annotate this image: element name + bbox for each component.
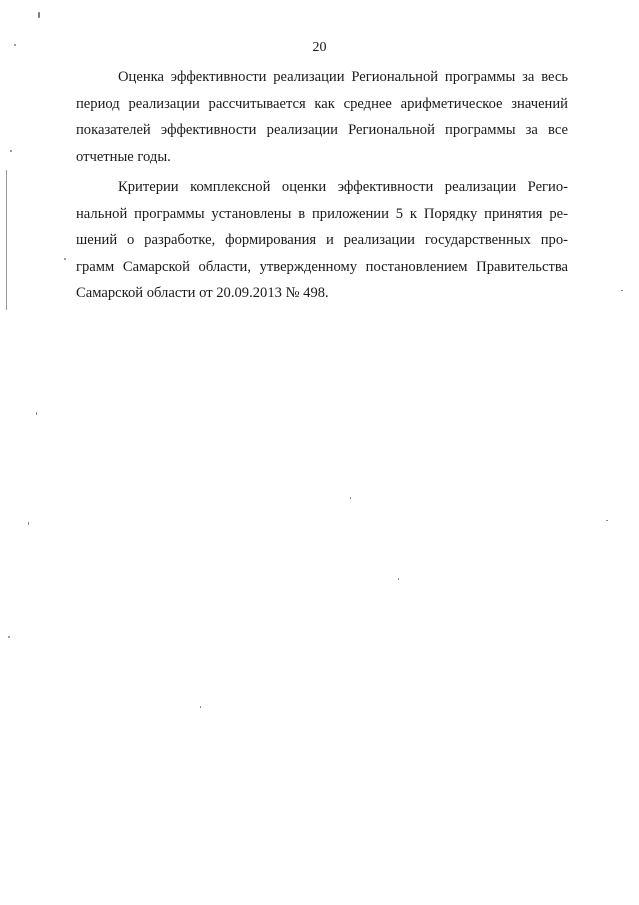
scan-speck xyxy=(350,497,351,499)
paragraph-2 xyxy=(76,174,568,307)
paragraph-line: Критерии комплексной оценки эффективности реализации Регио- xyxy=(118,179,568,195)
scan-speck xyxy=(28,522,29,525)
page-number: 20 xyxy=(312,40,327,55)
scan-speck xyxy=(398,578,399,580)
paragraph-1 xyxy=(76,64,568,170)
scan-speck xyxy=(10,150,12,152)
paragraph-line: грамм Самарской области, утвержденному постановлением Правительства xyxy=(76,258,568,275)
paragraph-line: отчетные годы. xyxy=(76,148,171,165)
paragraph-line: шений о разработке, формирования и реализации государственных про- xyxy=(76,232,568,248)
paragraph-line: показателей эффективности реализации Региональной программы за все xyxy=(76,122,568,138)
scan-speck xyxy=(36,412,37,415)
scan-speck xyxy=(8,636,10,638)
scan-margin-line xyxy=(6,170,7,310)
scan-speck xyxy=(64,258,66,260)
scan-speck xyxy=(200,706,201,708)
paragraph-line: Оценка эффективности реализации Региональной программы за весь xyxy=(118,69,568,85)
paragraph-line: нальной программы установлены в приложении 5 к Порядку принятия ре- xyxy=(76,205,568,222)
body-text xyxy=(76,64,568,307)
paragraph-line: период реализации рассчитывается как среднее арифметическое значений xyxy=(76,95,568,112)
scan-speck xyxy=(606,520,608,521)
paragraph-line: Самарской области от 20.09.2013 № 498. xyxy=(76,285,329,301)
scan-speck xyxy=(38,12,40,18)
scan-speck xyxy=(14,44,16,46)
scan-speck xyxy=(621,290,623,291)
